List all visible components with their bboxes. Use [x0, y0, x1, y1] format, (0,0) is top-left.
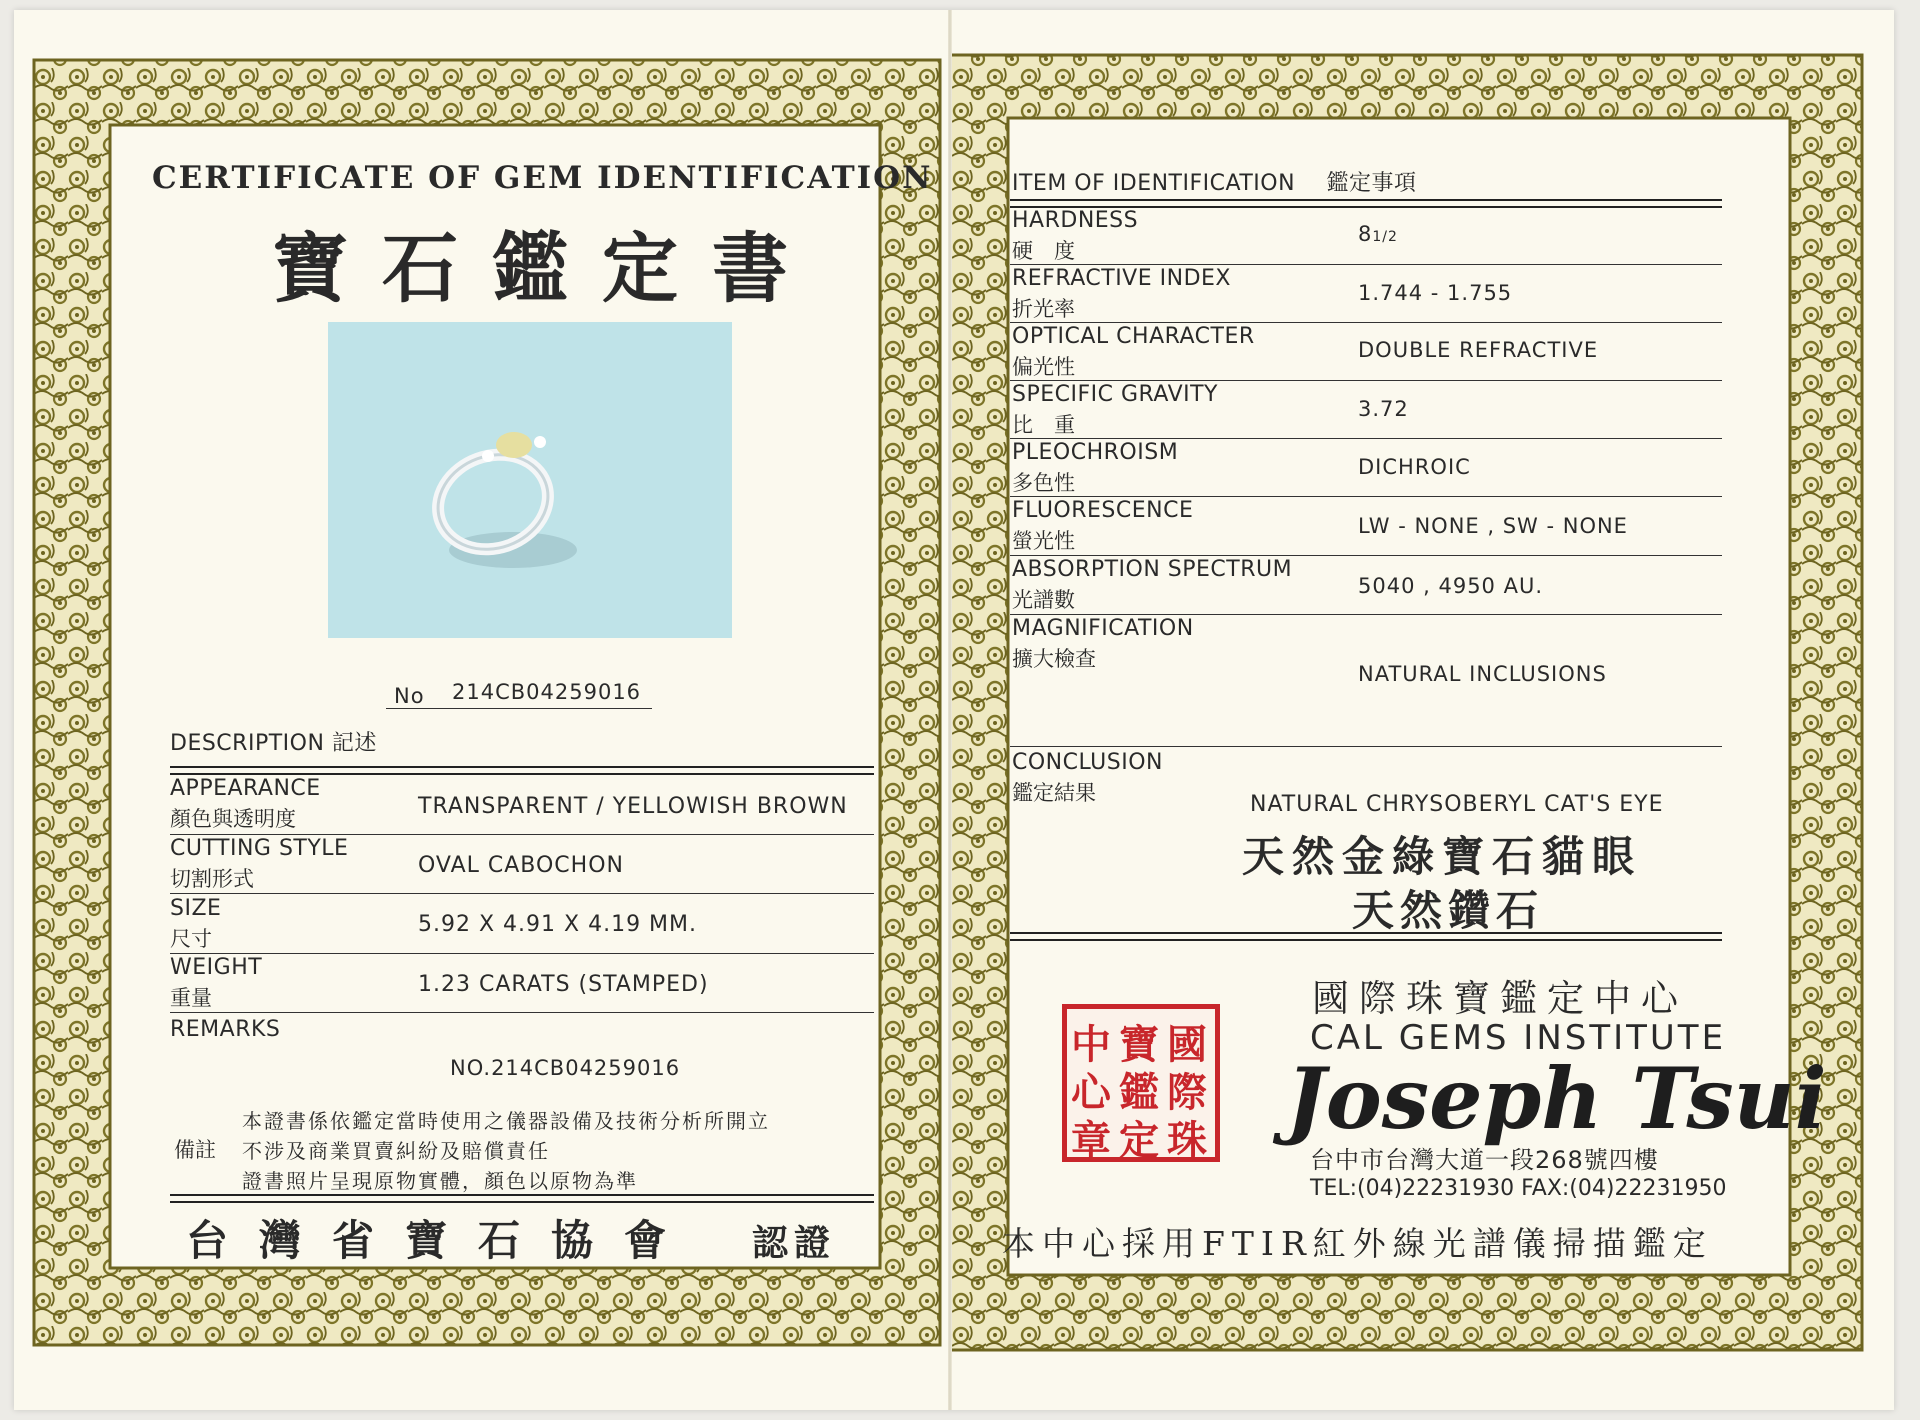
field-value-size: 5.92 X 4.91 X 4.19 MM. — [418, 912, 698, 937]
number-label: No — [394, 684, 425, 708]
item-label-absorption-spectrum: ABSORPTION SPECTRUM — [1012, 557, 1293, 582]
note-text — [242, 1106, 770, 1196]
institute-contact: TEL:(04)22231930 FAX:(04)22231950 — [1310, 1176, 1727, 1201]
description-label-zh: 記述 — [331, 731, 377, 756]
item-label-pleochroism: PLEOCHROISM — [1012, 440, 1179, 465]
item-label-absorption-spectrum-zh: 光譜數 — [1012, 588, 1075, 612]
item-header — [1012, 166, 1417, 197]
field-label-cutting-style: CUTTING STYLE — [170, 836, 349, 861]
gem-photo — [328, 322, 732, 638]
hardness-fraction: 1/2 — [1372, 229, 1398, 245]
certificate-number: 214CB04259016 — [452, 680, 642, 704]
center-fold — [948, 10, 952, 1410]
item-label-magnification-zh: 擴大檢查 — [1012, 647, 1096, 671]
seal-char: 心 — [1071, 1069, 1111, 1116]
footer-rule — [170, 1194, 874, 1203]
remarks-label: REMARKS — [170, 1017, 281, 1042]
item-label-hardness: HARDNESS — [1012, 208, 1139, 233]
seal-char: 鑑 — [1119, 1069, 1159, 1116]
association-name: 台灣省寶石協會 — [186, 1216, 698, 1265]
field-label-appearance-zh: 顏色與透明度 — [170, 807, 296, 831]
item-label-specific-gravity: SPECIFIC GRAVITY — [1012, 382, 1218, 407]
item-value-pleochroism: DICHROIC — [1358, 455, 1471, 479]
item-divider — [1010, 496, 1722, 497]
item-header-zh: 鑑定事項 — [1326, 171, 1417, 196]
item-divider — [1010, 614, 1722, 615]
certificate-title-en: CERTIFICATE OF GEM IDENTIFICATION — [152, 160, 933, 196]
remarks-value: NO.214CB04259016 — [450, 1056, 681, 1080]
field-value-weight: 1.23 CARATS (STAMPED) — [418, 972, 709, 997]
item-value-magnification: NATURAL INCLUSIONS — [1358, 662, 1607, 686]
field-divider — [170, 953, 874, 954]
item-label-fluorescence-zh: 螢光性 — [1012, 529, 1075, 553]
institute-seal — [1062, 1004, 1220, 1162]
item-label-pleochroism-zh: 多色性 — [1012, 471, 1075, 495]
item-header-rule — [1010, 199, 1722, 208]
ring-photo-icon — [328, 322, 732, 638]
description-label-en: DESCRIPTION — [170, 731, 325, 756]
number-underline — [386, 708, 652, 709]
hardness-whole: 8 — [1358, 222, 1373, 246]
conclusion-value-zh2: 天然鑽石 — [1352, 886, 1545, 935]
item-value-refractive-index: 1.744 - 1.755 — [1358, 281, 1513, 305]
item-label-fluorescence: FLUORESCENCE — [1012, 498, 1194, 523]
item-value-fluorescence: LW - NONE , SW - NONE — [1358, 514, 1628, 538]
field-label-size-zh: 尺寸 — [170, 927, 212, 951]
item-divider — [1010, 438, 1722, 439]
item-divider — [1010, 555, 1722, 556]
item-label-refractive-index-zh: 折光率 — [1012, 297, 1075, 321]
certificate-title-zh: 寶石鑑定書 — [272, 224, 822, 313]
item-label-refractive-index: REFRACTIVE INDEX — [1012, 266, 1231, 291]
institute-name-en: CAL GEMS INSTITUTE — [1310, 1018, 1727, 1058]
field-divider — [170, 834, 874, 835]
description-rule — [170, 766, 874, 775]
item-label-specific-gravity-zh: 比 重 — [1012, 413, 1075, 437]
item-value-absorption-spectrum: 5040 , 4950 AU. — [1358, 574, 1543, 598]
field-label-weight: WEIGHT — [170, 955, 263, 980]
item-divider — [1010, 322, 1722, 323]
seal-char: 中 — [1071, 1021, 1111, 1068]
note-line: 本證書係依鑑定當時使用之儀器設備及技術分析所開立 — [242, 1109, 770, 1133]
note-line: 不涉及商業買賣糾紛及賠償責任 — [242, 1139, 550, 1163]
item-header-en: ITEM OF IDENTIFICATION — [1012, 171, 1296, 196]
field-label-cutting-style-zh: 切割形式 — [170, 867, 254, 891]
seal-char: 際 — [1167, 1069, 1207, 1116]
note-line: 證書照片呈現原物實體，顏色以原物為準 — [242, 1169, 638, 1193]
signature-text: Joseph Tsui — [1286, 1049, 1827, 1148]
item-value-optical-character: DOUBLE REFRACTIVE — [1358, 338, 1599, 362]
seal-char: 珠 — [1167, 1117, 1207, 1164]
institute-address: 台中市台灣大道一段268號四樓 — [1310, 1146, 1659, 1174]
item-divider — [1010, 264, 1722, 265]
item-label-optical-character: OPTICAL CHARACTER — [1012, 324, 1255, 349]
conclusion-label-zh: 鑑定結果 — [1012, 781, 1096, 805]
item-label-optical-character-zh: 偏光性 — [1012, 355, 1075, 379]
field-value-appearance: TRANSPARENT / YELLOWISH BROWN — [418, 794, 848, 819]
conclusion-value-zh1: 天然金綠寶石貓眼 — [1242, 832, 1643, 881]
item-value-specific-gravity: 3.72 — [1358, 397, 1409, 421]
seal-char: 寶 — [1119, 1021, 1159, 1068]
conclusion-label: CONCLUSION — [1012, 750, 1163, 775]
item-label-magnification: MAGNIFICATION — [1012, 616, 1194, 641]
item-value-hardness — [1358, 222, 1398, 246]
seal-char: 章 — [1071, 1117, 1111, 1164]
conclusion-rule — [1010, 932, 1722, 941]
field-label-size: SIZE — [170, 896, 222, 921]
association-stamp: 認證 — [752, 1222, 837, 1264]
field-divider — [170, 1012, 874, 1013]
description-label — [170, 726, 377, 757]
item-divider — [1010, 746, 1722, 747]
field-divider — [170, 893, 874, 894]
item-divider — [1010, 380, 1722, 381]
field-value-cutting-style: OVAL CABOCHON — [418, 853, 624, 878]
note-label: 備註 — [174, 1138, 216, 1162]
seal-char: 定 — [1119, 1117, 1159, 1164]
item-label-hardness-zh: 硬 度 — [1012, 239, 1075, 263]
field-label-appearance: APPEARANCE — [170, 776, 321, 801]
institute-name-zh: 國際珠寶鑑定中心 — [1312, 977, 1688, 1020]
seal-char: 國 — [1167, 1021, 1207, 1068]
conclusion-value-en: NATURAL CHRYSOBERYL CAT'S EYE — [1250, 792, 1664, 817]
field-label-weight-zh: 重量 — [170, 986, 212, 1010]
footer-statement: 本中心採用FTIR紅外線光譜儀掃描鑑定 — [1002, 1224, 1713, 1263]
